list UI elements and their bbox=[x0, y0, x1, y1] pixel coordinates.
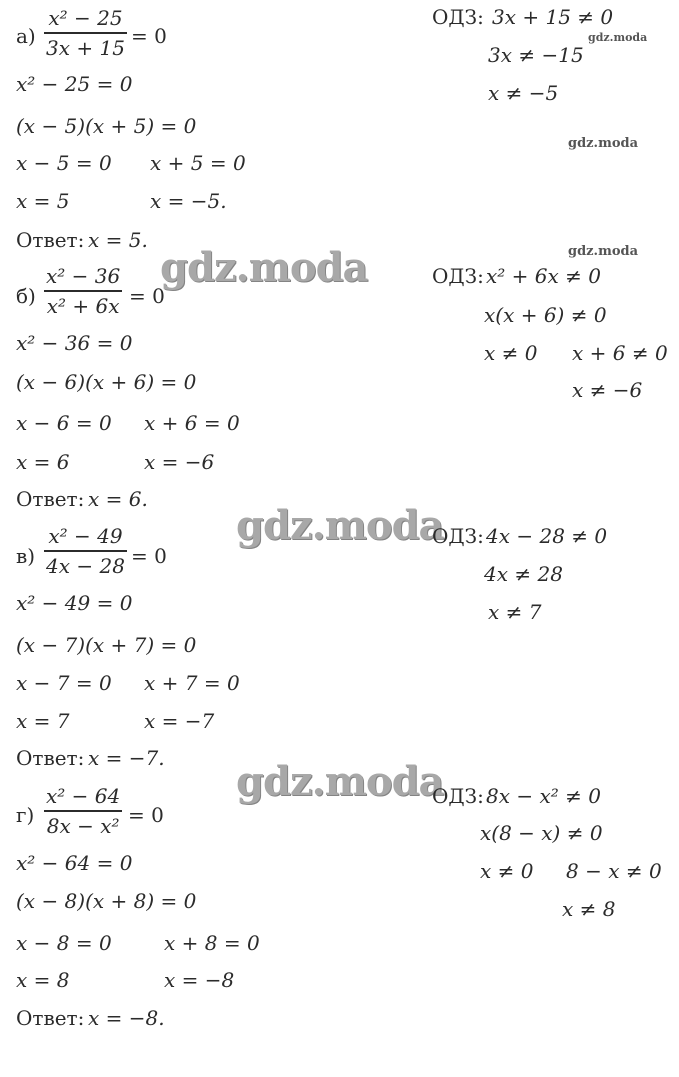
fraction-bar bbox=[44, 290, 122, 292]
watermark-large-3: gdz.moda bbox=[236, 758, 444, 805]
problem-letter: а) bbox=[16, 24, 36, 48]
step-line: (x − 8)(x + 8) = 0 bbox=[16, 889, 197, 913]
answer-value: x = 5. bbox=[88, 228, 148, 252]
fraction-bar bbox=[44, 810, 122, 812]
odz-line: 8x − x² ≠ 0 bbox=[486, 784, 601, 808]
fraction-bar bbox=[44, 32, 127, 34]
odz-line: 8 − x ≠ 0 bbox=[566, 859, 662, 883]
root-value: x = −6 bbox=[144, 450, 215, 474]
odz-line: x ≠ −6 bbox=[572, 378, 643, 402]
root-value: x = 5 bbox=[16, 189, 70, 213]
watermark-small-2: gdz.moda bbox=[568, 136, 639, 151]
odz-line: 3x ≠ −15 bbox=[488, 43, 584, 67]
root-value: x = 6 bbox=[16, 450, 70, 474]
equation-tail: = 0 bbox=[128, 803, 164, 827]
answer-value: x = −8. bbox=[88, 1006, 165, 1030]
equation-fraction bbox=[44, 784, 122, 838]
root-equation: x + 8 = 0 bbox=[164, 931, 260, 955]
fraction-numerator: x² − 64 bbox=[46, 784, 121, 808]
equation-fraction bbox=[44, 6, 127, 60]
root-equation: x − 6 = 0 bbox=[16, 411, 112, 435]
equation-fraction bbox=[44, 524, 127, 578]
odz-line: x ≠ 7 bbox=[488, 600, 542, 624]
root-value: x = −8 bbox=[164, 968, 235, 992]
equation-tail: = 0 bbox=[129, 284, 165, 308]
answer-label: Ответ: bbox=[16, 1006, 85, 1030]
watermark-large-1: gdz.moda bbox=[160, 244, 368, 291]
equation-fraction bbox=[44, 264, 122, 318]
answer-label: Ответ: bbox=[16, 228, 85, 252]
odz-line: x ≠ 0 bbox=[480, 859, 534, 883]
odz-line: x(x + 6) ≠ 0 bbox=[484, 303, 607, 327]
odz-line: 4x − 28 ≠ 0 bbox=[486, 524, 608, 548]
root-value: x = −7 bbox=[144, 709, 215, 733]
step-line: x² − 49 = 0 bbox=[16, 591, 133, 615]
fraction-bar bbox=[44, 550, 127, 552]
fraction-denominator: 4x − 28 bbox=[46, 553, 125, 578]
fraction-numerator: x² − 25 bbox=[48, 6, 123, 30]
odz-line: x ≠ −5 bbox=[488, 81, 559, 105]
odz-line: x(8 − x) ≠ 0 bbox=[480, 821, 603, 845]
root-equation: x − 5 = 0 bbox=[16, 151, 112, 175]
odz-line: x + 6 ≠ 0 bbox=[572, 341, 668, 365]
root-value: x = −5. bbox=[150, 189, 227, 213]
watermark-small-3: gdz.moda bbox=[568, 244, 639, 259]
equation-tail: = 0 bbox=[131, 544, 167, 568]
root-equation: x + 5 = 0 bbox=[150, 151, 246, 175]
step-line: (x − 7)(x + 7) = 0 bbox=[16, 633, 197, 657]
fraction-denominator: 3x + 15 bbox=[46, 35, 125, 60]
answer-value: x = 6. bbox=[88, 487, 148, 511]
problem-letter: б) bbox=[16, 284, 36, 308]
odz-line: 4x ≠ 28 bbox=[484, 562, 563, 586]
step-line: (x − 5)(x + 5) = 0 bbox=[16, 114, 197, 138]
step-line: x² − 25 = 0 bbox=[16, 72, 133, 96]
root-equation: x − 7 = 0 bbox=[16, 671, 112, 695]
watermark-large-2: gdz.moda bbox=[236, 502, 444, 549]
watermark-small-1: gdz.moda bbox=[588, 31, 648, 44]
step-line: x² − 36 = 0 bbox=[16, 331, 133, 355]
fraction-numerator: x² − 36 bbox=[46, 264, 121, 288]
step-line: x² − 64 = 0 bbox=[16, 851, 133, 875]
problem-letter: в) bbox=[16, 544, 36, 568]
root-value: x = 7 bbox=[16, 709, 70, 733]
root-value: x = 8 bbox=[16, 968, 70, 992]
root-equation: x + 7 = 0 bbox=[144, 671, 240, 695]
fraction-numerator: x² − 49 bbox=[48, 524, 123, 548]
odz-label: ОДЗ: bbox=[432, 524, 484, 548]
odz-label: ОДЗ: bbox=[432, 5, 484, 29]
root-equation: x + 6 = 0 bbox=[144, 411, 240, 435]
odz-label: ОДЗ: bbox=[432, 784, 484, 808]
odz-line: x ≠ 0 bbox=[484, 341, 538, 365]
fraction-denominator: x² + 6x bbox=[46, 293, 120, 318]
odz-line: 3x + 15 ≠ 0 bbox=[492, 5, 614, 29]
answer-value: x = −7. bbox=[88, 746, 165, 770]
odz-line: x ≠ 8 bbox=[562, 897, 616, 921]
fraction-denominator: 8x − x² bbox=[46, 813, 120, 838]
answer-label: Ответ: bbox=[16, 746, 85, 770]
odz-line: x² + 6x ≠ 0 bbox=[486, 264, 601, 288]
step-line: (x − 6)(x + 6) = 0 bbox=[16, 370, 197, 394]
answer-label: Ответ: bbox=[16, 487, 85, 511]
root-equation: x − 8 = 0 bbox=[16, 931, 112, 955]
problem-letter: г) bbox=[16, 803, 35, 827]
equation-tail: = 0 bbox=[131, 24, 167, 48]
odz-label: ОДЗ: bbox=[432, 264, 484, 288]
